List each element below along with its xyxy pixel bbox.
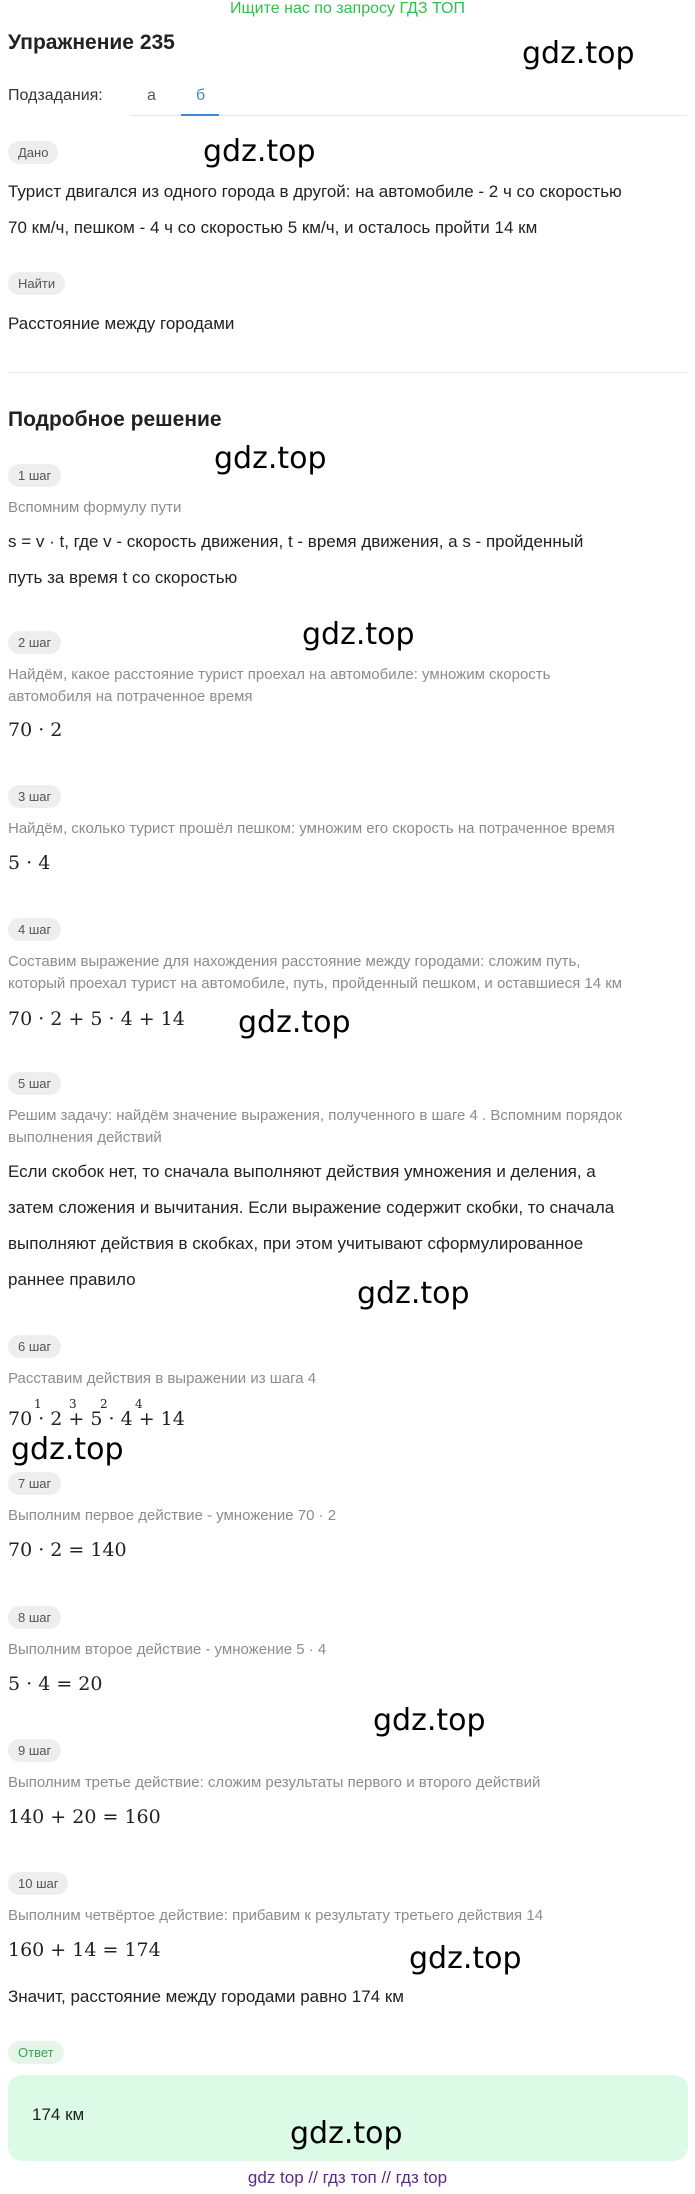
action-order-number: 4 [135, 1397, 143, 1411]
step-hint: Выполним второе действие - умножение 5 · 4 [8, 1641, 327, 1658]
find-badge: Найти [8, 272, 65, 295]
step-hint-line2: выполнения действий [8, 1129, 162, 1146]
step-badge: 3 шаг [8, 785, 61, 808]
watermark: gdz.top [11, 1432, 124, 1467]
active-tab-indicator [181, 114, 219, 116]
step-math: 140 + 20 = 160 [8, 1806, 161, 1828]
step-math: 70 · 2 + 5 · 4 + 14 [8, 1008, 185, 1030]
top-search-link[interactable]: Ищите нас по запросу ГДЗ ТОП [230, 0, 465, 17]
step-math: 70 · 2 [8, 719, 63, 741]
step-hint: Выполним четвёртое действие: прибавим к результату третьего действия 14 [8, 1907, 544, 1924]
rule-text-line4: раннее правило [8, 1270, 136, 1289]
step-text-line2: путь за время t со скоростью [8, 568, 238, 587]
step-text-line1: s = v · t, где v - скорость движения, t - время движения, а s - пройденный [8, 532, 584, 551]
step-hint-line2: автомобиля на потраченное время [8, 688, 253, 705]
action-order-number: 1 [34, 1397, 42, 1411]
rule-text-line2: затем сложения и вычитания. Если выражение содержит скобки, то сначала [8, 1198, 615, 1217]
step-hint-line1: Решим задачу: найдём значение выражения, полученного в шаге 4 . Вспомним порядок [8, 1107, 623, 1124]
step-badge: 4 шаг [8, 918, 61, 941]
step-hint: Выполним первое действие - умножение 70 · 2 [8, 1507, 337, 1524]
given-text-line1: Турист двигался из одного города в другой: на автомобиле - 2 ч со скоростью [8, 182, 622, 201]
action-order-number: 2 [100, 1397, 108, 1411]
step-hint-line1: Составим выражение для нахождения расстояние между городами: сложим путь, [8, 953, 581, 970]
watermark: gdz.top [238, 1005, 351, 1040]
step-badge: 2 шаг [8, 631, 61, 654]
watermark: gdz.top [522, 36, 635, 71]
step-math: 5 · 4 [8, 852, 51, 874]
watermark: gdz.top [357, 1276, 470, 1311]
find-text: Расстояние между городами [8, 314, 235, 333]
step-hint: Вспомним формулу пути [8, 499, 182, 516]
watermark: gdz.top [373, 1703, 486, 1738]
rule-text-line1: Если скобок нет, то сначала выполняют действия умножения и деления, а [8, 1162, 596, 1181]
step-badge: 10 шаг [8, 1872, 68, 1895]
watermark: gdz.top [409, 1941, 522, 1976]
solution-title: Подробное решение [8, 408, 222, 431]
step-hint-line1: Найдём, какое расстояние турист проехал на автомобиле: умножим скорость [8, 666, 551, 683]
answer-badge: Ответ [8, 2041, 64, 2064]
step-math: 5 · 4 = 20 [8, 1673, 103, 1695]
watermark: gdz.top [290, 2116, 403, 2151]
step-hint: Найдём, сколько турист прошёл пешком: умножим его скорость на потраченное время [8, 820, 615, 837]
watermark: gdz.top [302, 617, 415, 652]
step-badge: 8 шаг [8, 1606, 61, 1629]
step-hint: Выполним третье действие: сложим результаты первого и второго действий [8, 1774, 541, 1791]
tab-subtask-b[interactable]: б [196, 87, 206, 104]
step-badge: 5 шаг [8, 1072, 61, 1095]
step-math: 160 + 14 = 174 [8, 1939, 161, 1961]
step-hint: Расставим действия в выражении из шага 4 [8, 1370, 317, 1387]
step-badge: 1 шаг [8, 464, 61, 487]
step-math: 70 · 2 + 5 · 4 + 14 [8, 1408, 185, 1430]
conclusion-text: Значит, расстояние между городами равно 174 км [8, 1987, 404, 2006]
footer-links[interactable]: gdz top // гдз топ // гдз top [247, 2168, 448, 2187]
rule-text-line3: выполняют действия в скобках, при этом учитывают сформулированное [8, 1234, 584, 1253]
action-order-number: 3 [69, 1397, 77, 1411]
given-badge: Дано [8, 141, 58, 164]
watermark: gdz.top [214, 441, 327, 476]
given-text-line2: 70 км/ч, пешком - 4 ч со скоростью 5 км/ч, и осталось пройти 14 км [8, 218, 538, 237]
answer-value: 174 км [32, 2105, 85, 2124]
step-badge: 7 шаг [8, 1472, 61, 1495]
subtasks-label: Подзадания: [8, 87, 103, 104]
step-badge: 9 шаг [8, 1739, 61, 1762]
section-divider [8, 372, 687, 373]
watermark: gdz.top [203, 134, 316, 169]
step-math: 70 · 2 = 140 [8, 1539, 127, 1561]
step-badge: 6 шаг [8, 1335, 61, 1358]
tab-subtask-a[interactable]: а [147, 87, 156, 104]
exercise-title: Упражнение 235 [8, 31, 175, 54]
step-hint-line2: который проехал турист на автомобиле, путь, пройденный пешком, и оставшиеся 14 км [8, 975, 623, 992]
